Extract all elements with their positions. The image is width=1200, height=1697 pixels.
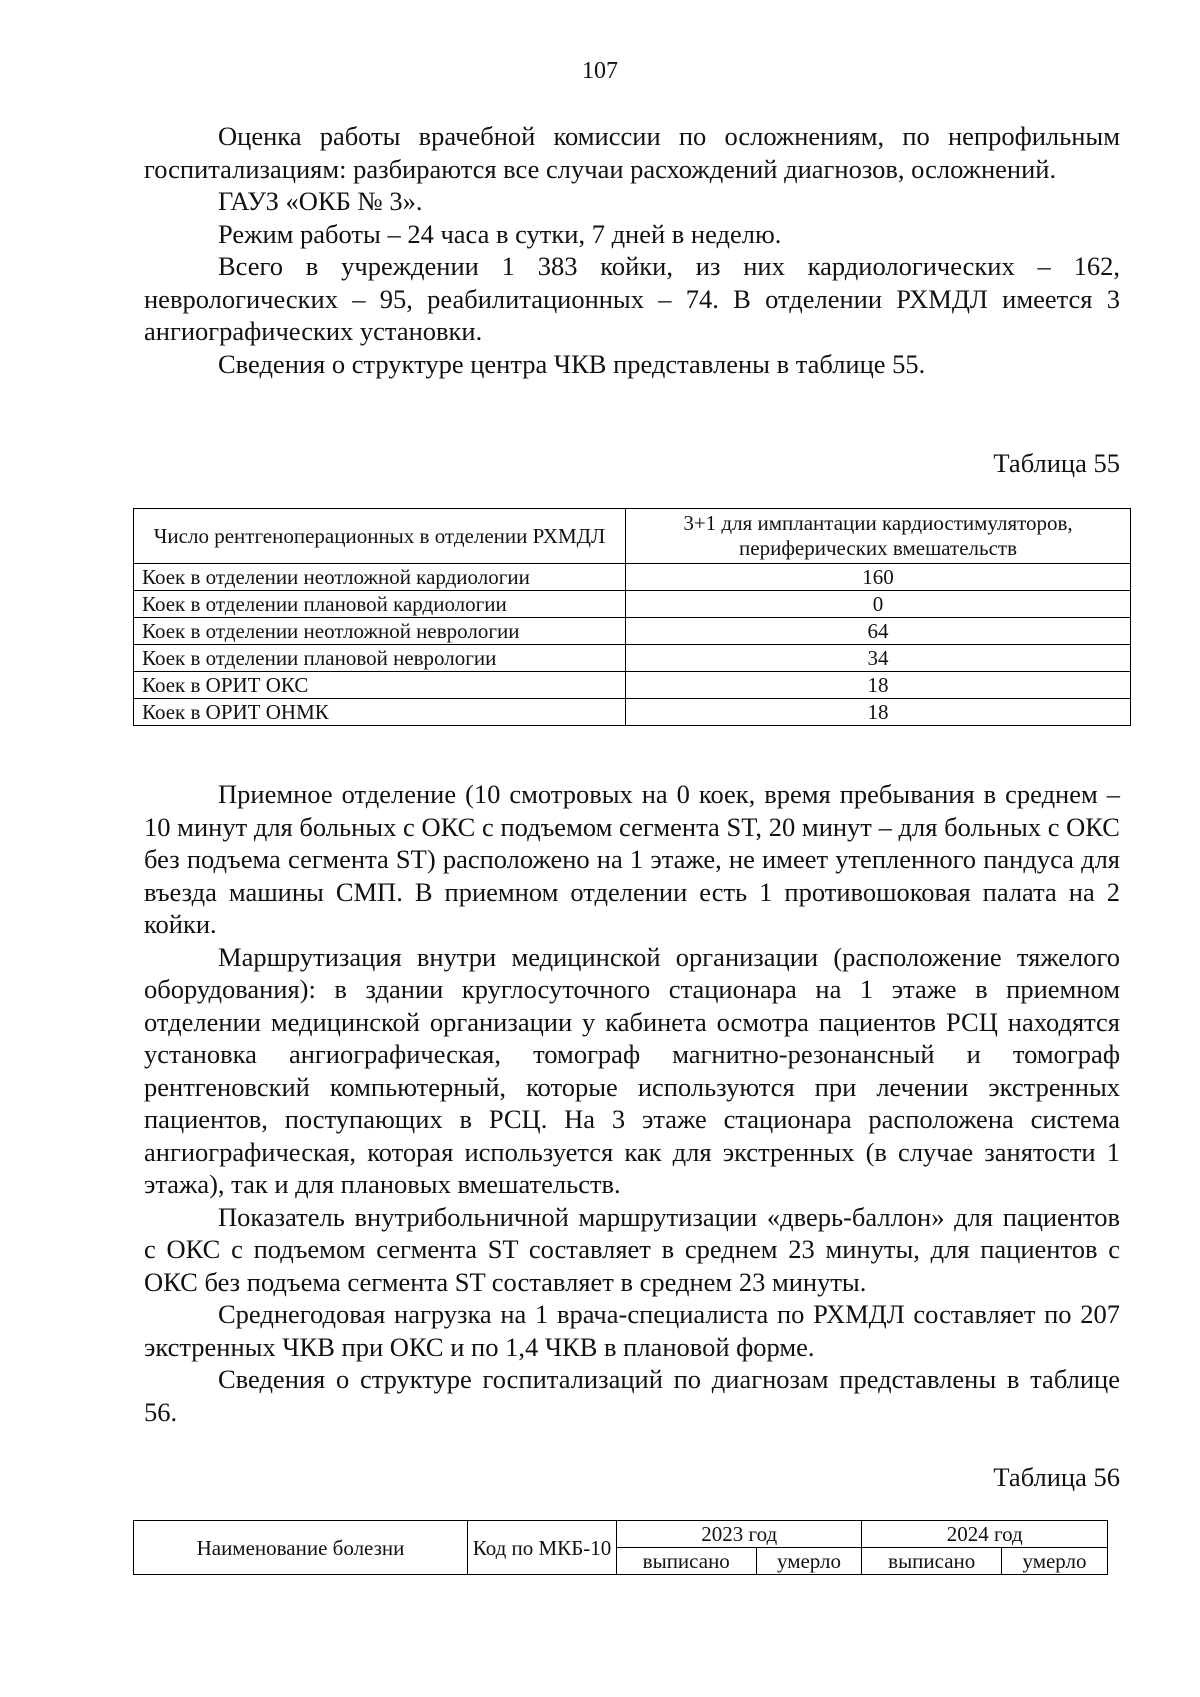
table-55-caption: Таблица 55: [993, 448, 1120, 478]
row-label: Коек в отделении неотложной неврологии: [134, 618, 626, 645]
table-56: [133, 1520, 1108, 1575]
col-icd-code: Код по МКБ-10: [468, 1521, 617, 1575]
row-value: 0: [626, 591, 1131, 618]
table-row: [134, 672, 1131, 699]
row-label: Коек в отделении неотложной кардиологии: [134, 564, 626, 591]
col-died-2023: умерло: [756, 1548, 862, 1575]
table-row: [134, 564, 1131, 591]
row-value: 34: [626, 645, 1131, 672]
paragraph: ГАУЗ «ОКБ № 3».: [218, 186, 423, 216]
table-row: [134, 645, 1131, 672]
paragraph: Оценка работы врачебной комиссии по осложнениям, по непрофильным госпитализациям: разбираются все случаи расхождений диагнозов, осложнений.: [144, 121, 1120, 184]
row-label: Коек в отделении плановой кардиологии: [134, 591, 626, 618]
col-year-2024: 2024 год: [862, 1521, 1108, 1548]
body-text: [144, 778, 1120, 1428]
table-header-cell: Число рентгеноперационных в отделении РХМДЛ: [134, 509, 626, 564]
table-header-row: [134, 1521, 1108, 1548]
paragraph: Приемное отделение (10 смотровых на 0 коек, время пребывания в среднем – 10 минут для больных с ОКС с подъемом сегмента ST, 20 минут – для больных с ОКС без подъема сегмента ST) расположено на 1 этаже, не имеет утепленного пандуса для въезда машины СМП. В приемном отделении есть 1 противошоковая палата на 2 койки.: [144, 779, 1120, 939]
row-label: Коек в отделении плановой неврологии: [134, 645, 626, 672]
col-died-2024: умерло: [1001, 1548, 1107, 1575]
page-number: 107: [582, 58, 618, 84]
paragraph: Показатель внутрибольничной маршрутизации «дверь-баллон» для пациентов с ОКС с подъемом сегмента ST составляет в среднем 23 минуты, для пациентов с ОКС без подъема сегмента ST составляет в среднем 23 минуты.: [144, 1201, 1120, 1297]
table-56-caption: Таблица 56: [993, 1462, 1120, 1492]
intro-text: [144, 120, 1120, 380]
col-disease-name: Наименование болезни: [134, 1521, 468, 1575]
col-discharged-2024: выписано: [862, 1548, 1002, 1575]
paragraph: Маршрутизация внутри медицинской организации (расположение тяжелого оборудования): в здании круглосуточного стационара на 1 этаже в приемном отделении медицинской организации у кабинета осмотра пациентов РСЦ находятся установка ангиографическая, томограф магнитно-резонансный и томограф рентгеновский компьютерный, которые используются при лечении экстренных пациентов, поступающих в РСЦ. На 3 этаже стационара расположена система ангиографическая, которая используется как для экстренных (в случае занятости 1 этажа), так и для плановых вмешательств.: [144, 941, 1120, 1199]
paragraph: Сведения о структуре госпитализаций по диагнозам представлены в таблице 56.: [144, 1364, 1120, 1427]
table-55: [133, 508, 1131, 726]
paragraph: Режим работы – 24 часа в сутки, 7 дней в неделю.: [218, 218, 782, 249]
row-value: 64: [626, 618, 1131, 645]
row-value: 18: [626, 672, 1131, 699]
table-row: [134, 699, 1131, 726]
paragraph: Среднегодовая нагрузка на 1 врача-специалиста по РХМДЛ составляет по 207 экстренных ЧКВ при ОКС и по 1,4 ЧКВ в плановой форме.: [144, 1299, 1120, 1362]
table-header-row: [134, 509, 1131, 564]
row-label: Коек в ОРИТ ОНМК: [134, 699, 626, 726]
paragraph: Всего в учреждении 1 383 койки, из них кардиологических – 162, неврологических – 95, реабилитационных – 74. В отделении РХМДЛ имеется 3 ангиографических установки.: [144, 251, 1120, 346]
col-year-2023: 2023 год: [617, 1521, 862, 1548]
row-value: 18: [626, 699, 1131, 726]
col-discharged-2023: выписано: [617, 1548, 757, 1575]
row-value: 160: [626, 564, 1131, 591]
paragraph: Сведения о структуре центра ЧКВ представлены в таблице 55.: [218, 348, 926, 379]
table-row: [134, 591, 1131, 618]
table-row: [134, 618, 1131, 645]
row-label: Коек в ОРИТ ОКС: [134, 672, 626, 699]
table-header-cell: 3+1 для имплантации кардиостимуляторов, периферических вмешательств: [626, 509, 1131, 564]
